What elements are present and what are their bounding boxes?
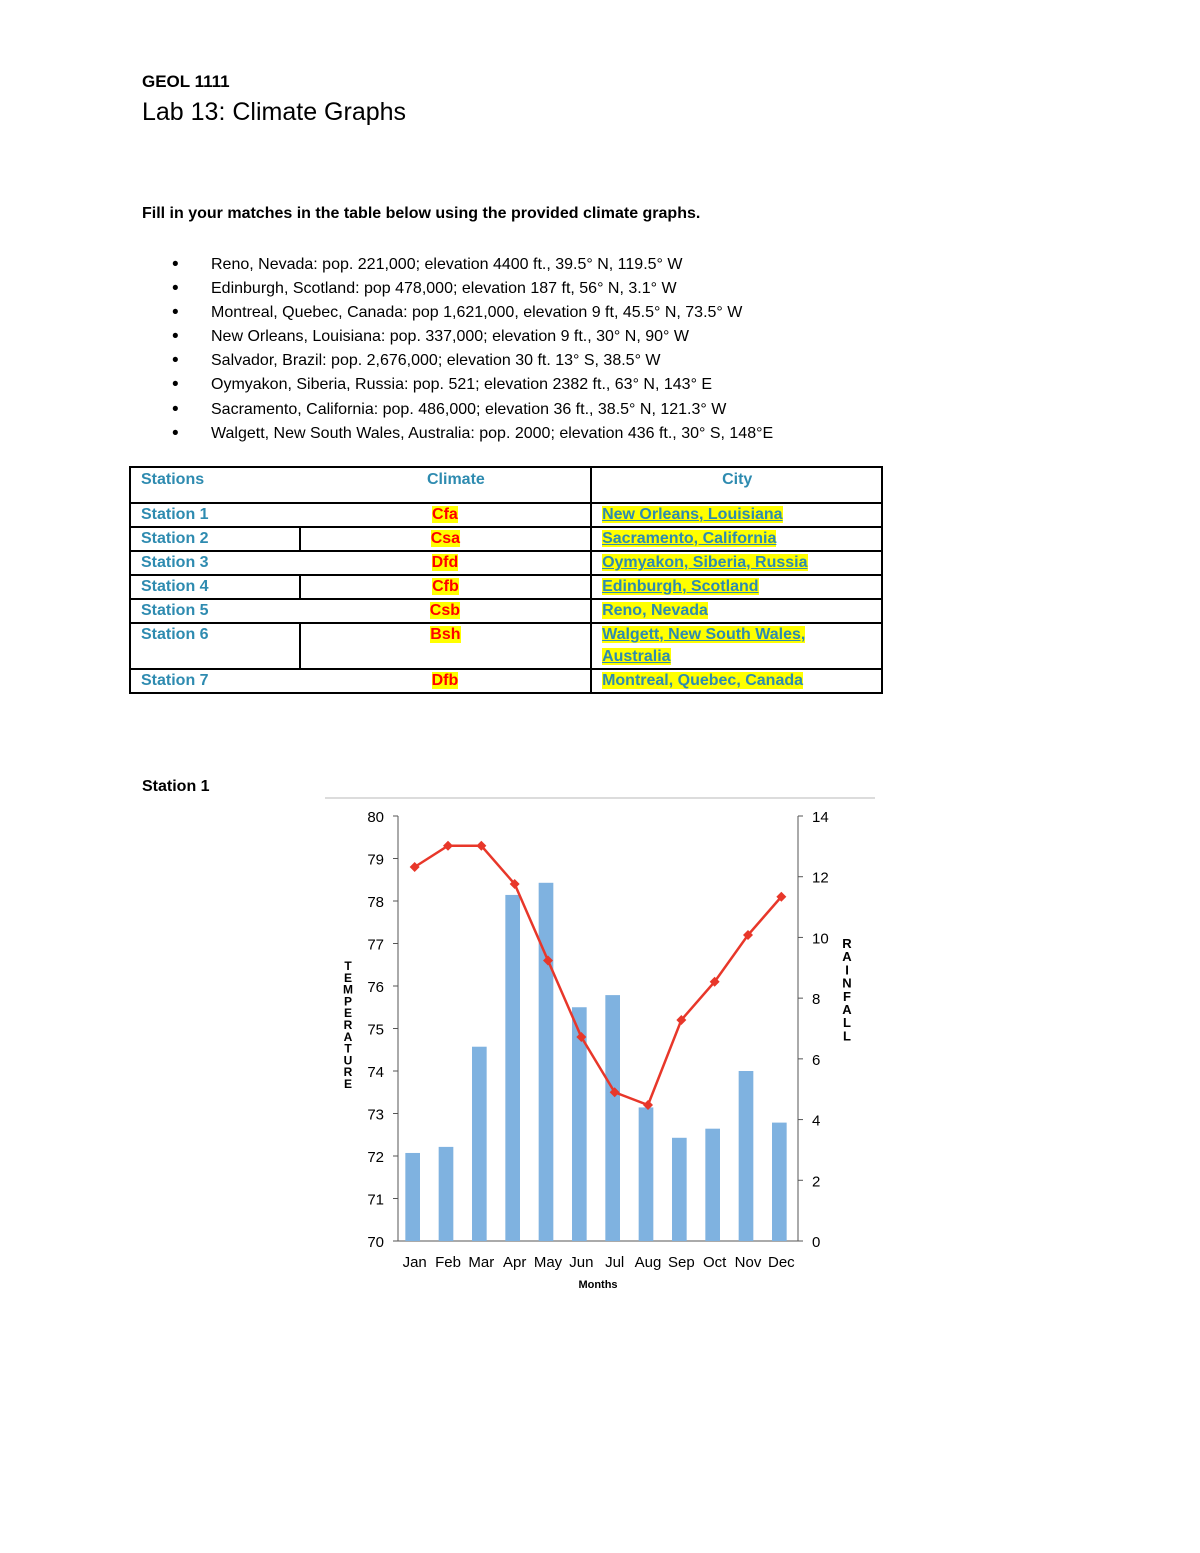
left-tick-label: 80 <box>367 809 384 826</box>
y-axis-title-letter: E <box>343 970 353 985</box>
y-axis-title-letter: M <box>343 982 353 997</box>
x-tick-label: Aug <box>634 1254 662 1271</box>
climate-cell <box>300 599 591 623</box>
climate-code: Cfa <box>432 506 458 523</box>
y2-axis-title-letter: A <box>842 949 852 965</box>
header-cell <box>130 467 591 503</box>
right-tick-label: 14 <box>812 809 829 826</box>
y-axis-title-letter: U <box>343 1053 353 1068</box>
station-cell: Station 1 <box>130 503 300 527</box>
list-item: • Salvador, Brazil: pop. 2,676,000; elevation 30 ft. 13° S, 38.5° W <box>142 349 773 373</box>
climate-cell <box>300 623 591 669</box>
city-name: New Orleans, Louisiana <box>602 506 783 523</box>
y2-axis-title-letter: R <box>842 936 852 951</box>
rainfall-bar <box>605 995 620 1241</box>
y-axis-title-letter: E <box>343 1077 353 1091</box>
climate-code: Csb <box>429 602 461 619</box>
left-tick-label: 70 <box>367 1234 384 1251</box>
table-header-row <box>130 467 882 503</box>
climate-code: Dfb <box>431 672 459 689</box>
temperature-line <box>415 846 782 1105</box>
y-axis-title-letter: R <box>343 1065 353 1080</box>
x-tick-label: Nov <box>734 1254 762 1271</box>
right-tick-label: 8 <box>812 991 821 1009</box>
city-name: Oymyakon, Siberia, Russia <box>602 554 808 571</box>
y2-axis-title-letter: F <box>843 988 851 1004</box>
header-stations: Stations <box>141 471 205 488</box>
city-name: Walgett, New South Wales, <box>602 626 806 643</box>
climate-code: Dfd <box>431 554 459 571</box>
climate-code: Cfb <box>432 578 459 595</box>
header-climate: Climate <box>427 471 485 488</box>
list-item: • Montreal, Quebec, Canada: pop 1,621,000, elevation 9 ft, 45.5° N, 73.5° W <box>142 301 773 325</box>
rainfall-bar <box>539 883 554 1241</box>
table-row <box>130 527 882 551</box>
climate-cell <box>300 669 591 693</box>
y-axis-title-letter: R <box>343 1018 353 1032</box>
city-cell <box>591 599 882 623</box>
x-tick-label: Sep <box>667 1254 695 1271</box>
climate-cell <box>300 527 591 551</box>
rainfall-bar <box>739 1071 754 1241</box>
right-tick-label: 10 <box>812 930 829 948</box>
city-cell <box>591 575 882 599</box>
rainfall-bar <box>439 1147 454 1241</box>
y2-axis-title-letter: L <box>843 1015 851 1031</box>
station-cell: Station 2 <box>130 527 300 551</box>
rainfall-bar <box>472 1047 487 1241</box>
match-table <box>129 466 883 694</box>
list-item: • Sacramento, California: pop. 486,000; elevation 36 ft., 38.5° N, 121.3° W <box>142 398 773 422</box>
list-item: • Edinburgh, Scotland: pop 478,000; elevation 187 ft, 56° N, 3.1° W <box>142 277 773 301</box>
right-tick-label: 0 <box>812 1234 821 1251</box>
rainfall-bar <box>505 895 520 1241</box>
climate-cell <box>300 575 591 599</box>
table-row <box>130 551 882 575</box>
station-cell: Station 7 <box>130 669 300 693</box>
rainfall-bar <box>639 1107 654 1241</box>
x-tick-label: Mar <box>468 1254 495 1271</box>
left-tick-label: 75 <box>367 1021 384 1039</box>
x-tick-label: Feb <box>435 1254 461 1271</box>
chart-station-label: Station 1 <box>142 778 210 795</box>
y-axis-title-letter: A <box>343 1029 353 1044</box>
left-tick-label: 78 <box>367 894 384 911</box>
x-tick-label: Jun <box>569 1254 594 1271</box>
x-tick-label: Apr <box>502 1254 527 1271</box>
right-tick-label: 6 <box>812 1051 821 1069</box>
y-axis-title-letter: E <box>343 1006 353 1021</box>
list-item: • New Orleans, Louisiana: pop. 337,000; elevation 9 ft., 30° N, 90° W <box>142 325 773 349</box>
climate-code: Csa <box>430 530 461 547</box>
table-row <box>130 503 882 527</box>
x-tick-label: Oct <box>702 1254 727 1271</box>
y2-axis-title-letter: N <box>842 975 852 991</box>
rainfall-bar <box>772 1123 787 1241</box>
list-item: • Walgett, New South Wales, Australia: pop. 2000; elevation 436 ft., 30° S, 148°E <box>142 422 773 446</box>
x-tick-label: Jul <box>605 1254 625 1271</box>
table-row <box>130 599 882 623</box>
climate-code: Bsh <box>430 626 461 643</box>
left-tick-label: 73 <box>367 1106 384 1124</box>
y-axis-title-letter: T <box>344 959 352 973</box>
station-cell: Station 5 <box>130 599 300 623</box>
x-axis-title: Months <box>578 1279 618 1291</box>
right-tick-label: 4 <box>812 1112 821 1130</box>
right-tick-label: 2 <box>812 1173 821 1191</box>
right-tick-label: 12 <box>812 869 829 887</box>
y2-axis-title-letter: I <box>845 962 849 978</box>
city-cell <box>591 527 882 551</box>
table-row <box>130 669 882 693</box>
page-title: Lab 13: Climate Graphs <box>142 98 407 126</box>
station-cell: Station 3 <box>130 551 300 575</box>
rainfall-bar <box>705 1129 720 1241</box>
left-tick-label: 77 <box>367 936 384 954</box>
header-city: City <box>591 467 882 503</box>
climate-cell <box>300 551 591 575</box>
instructions: Fill in your matches in the table below using the provided climate graphs. <box>142 205 701 222</box>
city-list <box>142 253 773 446</box>
city-cell <box>591 623 882 669</box>
y-axis-title-letter: T <box>344 1041 352 1056</box>
city-name: Reno, Nevada <box>602 602 708 619</box>
course-code: GEOL 1111 <box>142 72 230 91</box>
climate-cell <box>300 503 591 527</box>
climate-chart <box>320 792 880 1292</box>
table-row <box>130 575 882 599</box>
left-tick-label: 74 <box>367 1064 384 1081</box>
left-tick-label: 79 <box>367 851 384 869</box>
city-cell <box>591 551 882 575</box>
list-item: • Oymyakon, Siberia, Russia: pop. 521; elevation 2382 ft., 63° N, 143° E <box>142 373 773 397</box>
rainfall-bar <box>672 1138 687 1241</box>
station-cell: Station 6 <box>130 623 300 669</box>
x-tick-label: Dec <box>767 1254 795 1271</box>
city-name: Australia <box>602 648 671 665</box>
city-name: Edinburgh, Scotland <box>602 578 759 595</box>
x-tick-label: Jan <box>402 1254 427 1271</box>
x-tick-label: May <box>533 1254 563 1271</box>
y-axis-title-letter: P <box>343 994 353 1009</box>
city-cell <box>591 503 882 527</box>
city-name: Sacramento, California <box>602 530 777 547</box>
rainfall-bar <box>405 1153 420 1241</box>
station-cell: Station 4 <box>130 575 300 599</box>
table-row <box>130 623 882 669</box>
left-tick-label: 71 <box>367 1191 384 1209</box>
city-name: Montreal, Quebec, Canada <box>602 672 804 689</box>
left-tick-label: 76 <box>367 979 384 996</box>
list-item: • Reno, Nevada: pop. 221,000; elevation 4400 ft., 39.5° N, 119.5° W <box>142 253 773 277</box>
city-cell <box>591 669 882 693</box>
y2-axis-title-letter: A <box>842 1002 852 1017</box>
left-tick-label: 72 <box>367 1149 384 1166</box>
y2-axis-title-letter: L <box>843 1028 851 1044</box>
